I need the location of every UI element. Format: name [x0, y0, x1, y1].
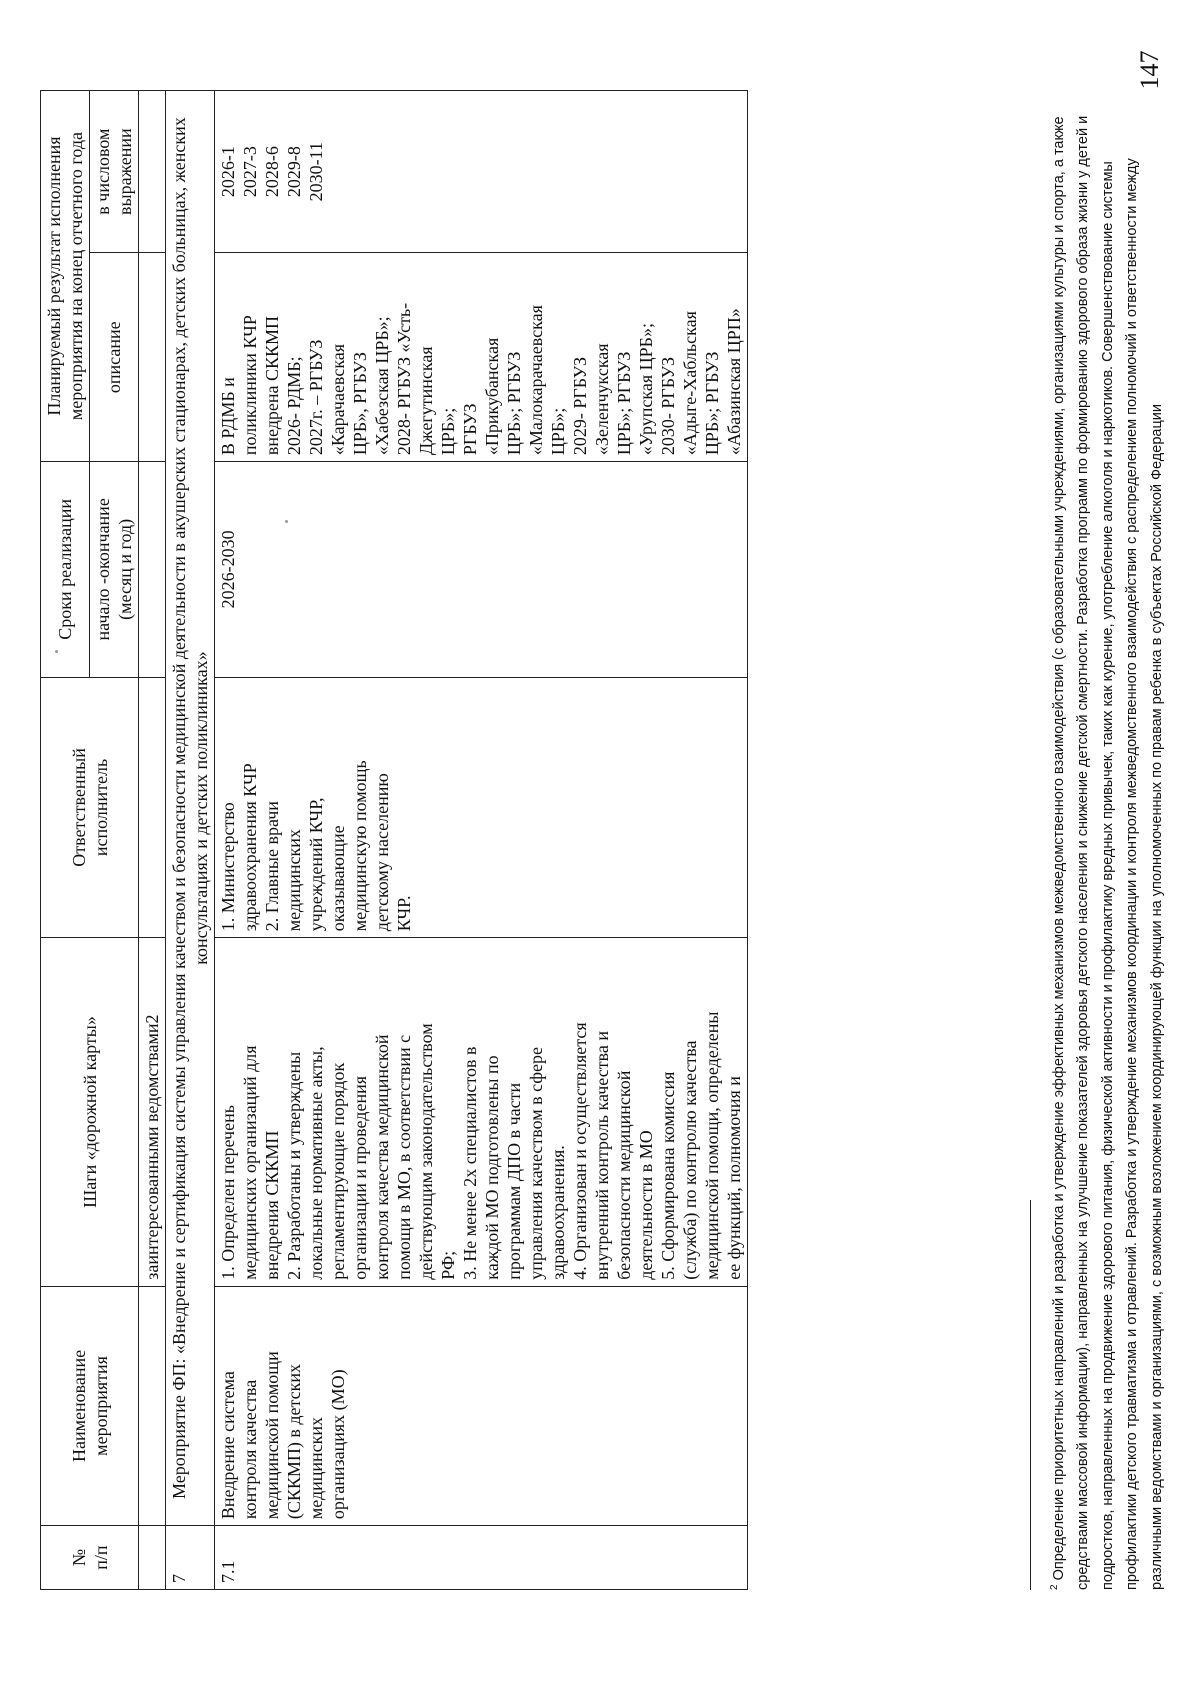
header-steps: Шаги «дорожной карты»	[41, 938, 139, 1286]
header-period-sub: начало -окончание (месяц и год)	[90, 462, 139, 677]
section-num: 7	[166, 1526, 215, 1590]
continued-text: заинтересованными ведомствами2	[139, 938, 166, 1286]
header-result-num: в числовом выражении	[90, 91, 139, 253]
row-result-num: 2026-1 2027-3 2028-6 2029-8 2030-11	[215, 91, 748, 253]
header-result: Планируемый результат исполнения мероприятия на конец отчетного года	[41, 91, 90, 462]
header-result-desc: описание	[90, 253, 139, 462]
continued-row	[139, 91, 166, 1590]
row-name: Внедрение система контроля качества медицинской помощи (СККМП) в детских медицинских организациях (МО)	[215, 1286, 748, 1525]
row-result-desc: В РДМБ и поликлиники КЧР внедрена СККМП 2026- РДМБ; 2027г. – РГБУЗ «Карачаевская ЦРБ», РГБУЗ «Хабезская ЦРБ»; 2028- РГБУЗ «Усть- Джегутинская ЦРБ»; РГБУЗ «Прикубанская ЦРБ»; РГБУЗ «Малокарачаевская ЦРБ»; 2029- РГБУЗ «Зеленчукская ЦРБ»; РГБУЗ «Урупская ЦРБ»; 2030- РГБУЗ «Адыге-Хабльская ЦРБ»; РГБУЗ «Абазинская ЦРП»	[215, 253, 748, 462]
header-period: Сроки реализации	[41, 462, 90, 677]
section-title: Мероприятие ФП: «Внедрение и сертификация системы управления качеством и безопасности медицинской деятельности в акушерских стационарах, детских больницах, женских консультациях и детских поликлиниках»	[166, 91, 215, 1526]
header-name: Наименование мероприятия	[41, 1286, 139, 1525]
table-row	[215, 91, 748, 1590]
footnote-text: Определение приоритетных направлений и разработка и утверждение эффективных механизмов межведомственного взаимодействия (с образовательными учреждениями, организациями культуры и спорта, а также средствами массовой информации), направленных на улучшение показателей здоровья детского населения и снижение детской смертности. Разработка программ по формированию здорового образа жизни у детей и подростков, направленных на продвижение здорового питания, физической активности и профилактику вредных привычек, таких как курение, употребление алкоголя и наркотиков. Совершенствование системы профилактики детского травматизма и отравлений. Разработка и утверждение механизмов координации и контроля межведомственного взаимодействия с распределением полномочий и ответственности между различными ведомствами и организациями, с возможным возложением координирующей функции на уполномоченных по правам ребенка в субъектах Российской Федерации	[1050, 115, 1165, 1590]
row-steps: 1. Определен перечень медицинских организаций для внедрения СККМП 2. Разработаны и утверждены локальные нормативные акты, регламентирующие порядок организации и проведения контроля качества медицинской помощи в МО, в соответствии с действующим законодательством РФ; 3. Не менее 2х специалистов в каждой МО подготовлены по программам ДПО в части управления качеством в сфере здравоохранения. 4. Организован и осуществляется внутренний контроль качества и безопасности медицинской деятельности в МО 5. Сформирована комиссия (служба) по контролю качества медицинской помощи, определены ее функций, полномочия и	[215, 938, 748, 1286]
header-executor: Ответственный исполнитель	[41, 677, 139, 938]
footnote-marker: 2	[1049, 1584, 1060, 1590]
roadmap-table	[40, 90, 748, 1590]
header-num: № п/п	[41, 1526, 139, 1590]
row-executor: 1. Министерство здравоохранения КЧР 2. Главные врачи медицинских учреждений КЧР, оказывающие медицинскую помощь детскому населению КЧР.	[215, 677, 748, 938]
rotated-page-content	[40, 90, 1195, 1590]
section-row	[166, 91, 215, 1590]
page-number: 147	[1135, 50, 1164, 90]
footnote	[1043, 110, 1169, 1590]
row-num: 7.1	[215, 1526, 748, 1590]
table-header-row	[41, 91, 90, 1590]
footnote-divider	[1030, 1200, 1031, 1590]
row-period: 2026-2030	[215, 462, 748, 677]
